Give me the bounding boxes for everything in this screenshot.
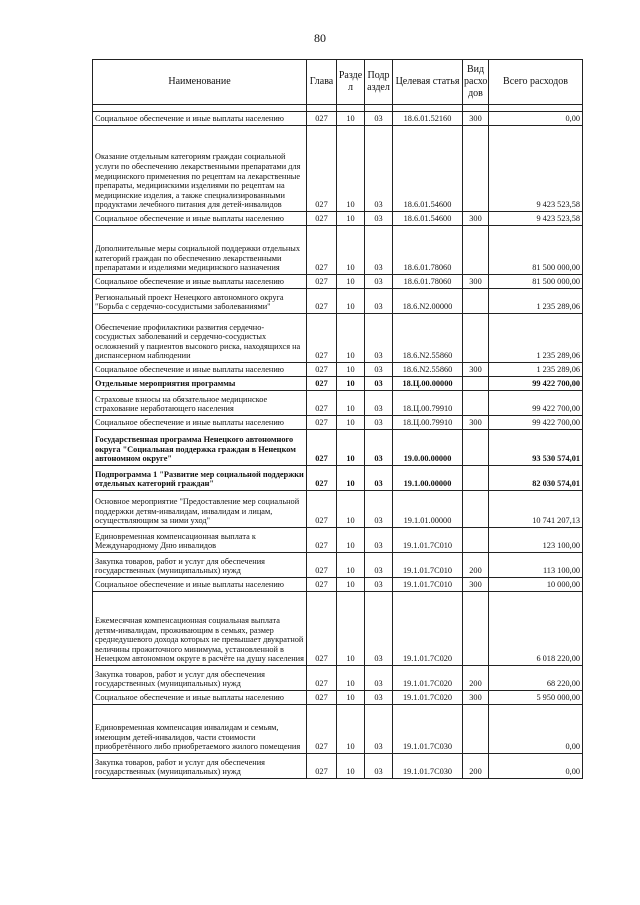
row-total: 68 220,00	[489, 666, 583, 691]
row-total: 9 423 523,58	[489, 126, 583, 212]
row-chapter: 027	[307, 666, 337, 691]
row-subsection: 03	[365, 691, 393, 705]
row-total: 1 235 289,06	[489, 363, 583, 377]
header-total: Всего расходов	[489, 60, 583, 105]
row-name: Ежемесячная компенсационная социальная выплата детям-инвалидам, проживающим в семьях, размер среднедушевого дохода которых не превышает двукратной величины прожиточного минимума, установленной в Ненецком автономном округе в расчёте на душу населения	[93, 592, 307, 666]
row-expense-type	[463, 226, 489, 275]
row-article: 19.1.00.00000	[393, 466, 463, 491]
row-expense-type	[463, 466, 489, 491]
row-name: Социальное обеспечение и иные выплаты населению	[93, 363, 307, 377]
table-row	[93, 377, 583, 391]
row-expense-type	[463, 314, 489, 363]
row-chapter: 027	[307, 377, 337, 391]
row-section: 10	[337, 391, 365, 416]
table-row	[93, 491, 583, 528]
row-chapter: 027	[307, 592, 337, 666]
row-article: 19.1.01.7C020	[393, 691, 463, 705]
row-chapter: 027	[307, 416, 337, 430]
row-name: Региональный проект Ненецкого автономного округа "Борьба с сердечно-сосудистыми заболеваниями"	[93, 289, 307, 314]
row-section: 10	[337, 377, 365, 391]
row-total: 0,00	[489, 754, 583, 779]
row-chapter: 027	[307, 553, 337, 578]
row-expense-type: 300	[463, 363, 489, 377]
row-expense-type	[463, 705, 489, 754]
row-chapter: 027	[307, 466, 337, 491]
row-expense-type: 300	[463, 112, 489, 126]
row-chapter: 027	[307, 314, 337, 363]
row-expense-type	[463, 126, 489, 212]
table-header-row	[93, 60, 583, 105]
row-name: Оказание отдельным категориям граждан социальной услуги по обеспечению лекарственными препаратами для медицинского применения по рецептам на лекарственные препараты, медицинскими изделиями по рецептам на медицинские изделия, а также специализированными продуктами лечебного питания для детей-инвалидов	[93, 126, 307, 212]
row-name: Обеспечение профилактики развития сердечно-сосудистых заболеваний и сердечно-сосудистых осложнений у пациентов высокого риска, находящихся на диспансерном наблюдении	[93, 314, 307, 363]
row-article: 19.0.00.00000	[393, 430, 463, 466]
row-section: 10	[337, 275, 365, 289]
header-spacer-row	[93, 105, 583, 112]
row-name: Государственная программа Ненецкого автономного округа "Социальная поддержка граждан в Ненецком автономном округе"	[93, 430, 307, 466]
row-total: 10 741 207,13	[489, 491, 583, 528]
row-total: 6 018 220,00	[489, 592, 583, 666]
row-chapter: 027	[307, 212, 337, 226]
table-row	[93, 592, 583, 666]
row-section: 10	[337, 289, 365, 314]
row-expense-type: 300	[463, 275, 489, 289]
row-article: 19.1.01.00000	[393, 491, 463, 528]
row-chapter: 027	[307, 528, 337, 553]
row-total: 5 950 000,00	[489, 691, 583, 705]
row-name: Дополнительные меры социальной поддержки отдельных категорий граждан по обеспечению лекарственными препаратами и изделиями медицинского назначения	[93, 226, 307, 275]
table-row	[93, 666, 583, 691]
row-total: 1 235 289,06	[489, 314, 583, 363]
row-article: 18.6.01.54600	[393, 212, 463, 226]
row-name: Подпрограмма 1 "Развитие мер социальной поддержки отдельных категорий граждан"	[93, 466, 307, 491]
row-total: 0,00	[489, 705, 583, 754]
row-article: 18.6.N2.00000	[393, 289, 463, 314]
row-total: 93 530 574,01	[489, 430, 583, 466]
row-total: 10 000,00	[489, 578, 583, 592]
table-row	[93, 314, 583, 363]
row-article: 18.6.N2.55860	[393, 363, 463, 377]
row-article: 19.1.01.7C010	[393, 578, 463, 592]
table-row	[93, 691, 583, 705]
row-name: Социальное обеспечение и иные выплаты населению	[93, 212, 307, 226]
row-name: Социальное обеспечение и иные выплаты населению	[93, 578, 307, 592]
row-section: 10	[337, 416, 365, 430]
row-chapter: 027	[307, 705, 337, 754]
row-subsection: 03	[365, 275, 393, 289]
row-section: 10	[337, 126, 365, 212]
row-name: Основное мероприятие "Предоставление мер социальной поддержки детям-инвалидам, инвалидам и лицам, осуществляющим за ними уход"	[93, 491, 307, 528]
budget-table	[92, 59, 583, 779]
row-subsection: 03	[365, 528, 393, 553]
row-chapter: 027	[307, 491, 337, 528]
row-article: 18.6.N2.55860	[393, 314, 463, 363]
row-section: 10	[337, 430, 365, 466]
row-expense-type	[463, 430, 489, 466]
table-row	[93, 578, 583, 592]
row-total: 9 423 523,58	[489, 212, 583, 226]
row-article: 18.6.01.54600	[393, 126, 463, 212]
row-subsection: 03	[365, 363, 393, 377]
row-subsection: 03	[365, 553, 393, 578]
row-name: Закупка товаров, работ и услуг для обеспечения государственных (муниципальных) нужд	[93, 666, 307, 691]
row-article: 19.1.01.7C020	[393, 666, 463, 691]
row-expense-type	[463, 528, 489, 553]
header-expense-type: Вид расхо дов	[463, 60, 489, 105]
row-subsection: 03	[365, 466, 393, 491]
table-row	[93, 553, 583, 578]
table-row	[93, 363, 583, 377]
row-expense-type	[463, 289, 489, 314]
row-subsection: 03	[365, 314, 393, 363]
table-row	[93, 126, 583, 212]
row-chapter: 027	[307, 112, 337, 126]
row-name: Единовременная компенсация инвалидам и семьям, имеющим детей-инвалидов, части стоимости приобретённого либо приобретаемого жилого помещения	[93, 705, 307, 754]
row-subsection: 03	[365, 112, 393, 126]
row-name: Страховые взносы на обязательное медицинское страхование неработающего населения	[93, 391, 307, 416]
row-article: 18.6.01.78060	[393, 226, 463, 275]
row-chapter: 027	[307, 289, 337, 314]
row-expense-type	[463, 391, 489, 416]
table-row	[93, 416, 583, 430]
row-name: Социальное обеспечение и иные выплаты населению	[93, 416, 307, 430]
row-expense-type: 300	[463, 691, 489, 705]
table-row	[93, 430, 583, 466]
page-number: 80	[314, 31, 326, 45]
row-chapter: 027	[307, 363, 337, 377]
row-expense-type: 300	[463, 416, 489, 430]
table-row	[93, 112, 583, 126]
row-expense-type: 300	[463, 578, 489, 592]
row-subsection: 03	[365, 226, 393, 275]
row-subsection: 03	[365, 430, 393, 466]
table-row	[93, 705, 583, 754]
row-total: 99 422 700,00	[489, 377, 583, 391]
row-name: Единовременная компенсационная выплата к Международному Дню инвалидов	[93, 528, 307, 553]
row-expense-type	[463, 377, 489, 391]
row-section: 10	[337, 592, 365, 666]
row-total: 113 100,00	[489, 553, 583, 578]
row-chapter: 027	[307, 691, 337, 705]
row-article: 18.Ц.00.79910	[393, 416, 463, 430]
row-section: 10	[337, 691, 365, 705]
row-name: Отдельные мероприятия программы	[93, 377, 307, 391]
row-section: 10	[337, 705, 365, 754]
row-total: 81 500 000,00	[489, 226, 583, 275]
row-total: 82 030 574,01	[489, 466, 583, 491]
row-total: 0,00	[489, 112, 583, 126]
table-row	[93, 289, 583, 314]
row-expense-type: 200	[463, 553, 489, 578]
row-expense-type: 200	[463, 754, 489, 779]
row-total: 123 100,00	[489, 528, 583, 553]
row-section: 10	[337, 578, 365, 592]
row-section: 10	[337, 212, 365, 226]
row-chapter: 027	[307, 754, 337, 779]
row-total: 99 422 700,00	[489, 416, 583, 430]
row-subsection: 03	[365, 592, 393, 666]
table-row	[93, 391, 583, 416]
table-row	[93, 275, 583, 289]
row-chapter: 027	[307, 391, 337, 416]
row-section: 10	[337, 528, 365, 553]
row-article: 19.1.01.7C030	[393, 754, 463, 779]
row-subsection: 03	[365, 705, 393, 754]
row-section: 10	[337, 666, 365, 691]
row-section: 10	[337, 112, 365, 126]
row-chapter: 027	[307, 578, 337, 592]
row-subsection: 03	[365, 416, 393, 430]
table-row	[93, 226, 583, 275]
table-row	[93, 754, 583, 779]
row-article: 18.6.01.52160	[393, 112, 463, 126]
row-section: 10	[337, 363, 365, 377]
row-section: 10	[337, 314, 365, 363]
row-total: 1 235 289,06	[489, 289, 583, 314]
table-row	[93, 212, 583, 226]
row-expense-type	[463, 592, 489, 666]
row-subsection: 03	[365, 666, 393, 691]
header-article: Целевая статья	[393, 60, 463, 105]
table-row	[93, 466, 583, 491]
row-name: Социальное обеспечение и иные выплаты населению	[93, 691, 307, 705]
table-body	[93, 112, 583, 779]
row-section: 10	[337, 553, 365, 578]
row-section: 10	[337, 226, 365, 275]
row-article: 18.6.01.78060	[393, 275, 463, 289]
row-name: Социальное обеспечение и иные выплаты населению	[93, 112, 307, 126]
row-article: 19.1.01.7C030	[393, 705, 463, 754]
row-subsection: 03	[365, 578, 393, 592]
row-article: 18.Ц.00.79910	[393, 391, 463, 416]
row-chapter: 027	[307, 226, 337, 275]
row-section: 10	[337, 466, 365, 491]
row-article: 18.Ц.00.00000	[393, 377, 463, 391]
header-subsection: Подр аздел	[365, 60, 393, 105]
row-total: 81 500 000,00	[489, 275, 583, 289]
row-article: 19.1.01.7C010	[393, 553, 463, 578]
table-row	[93, 528, 583, 553]
row-name: Закупка товаров, работ и услуг для обеспечения государственных (муниципальных) нужд	[93, 553, 307, 578]
row-article: 19.1.01.7C020	[393, 592, 463, 666]
row-subsection: 03	[365, 754, 393, 779]
row-article: 19.1.01.7C010	[393, 528, 463, 553]
row-subsection: 03	[365, 126, 393, 212]
row-subsection: 03	[365, 212, 393, 226]
row-expense-type	[463, 491, 489, 528]
row-subsection: 03	[365, 491, 393, 528]
row-chapter: 027	[307, 126, 337, 212]
row-expense-type: 200	[463, 666, 489, 691]
header-section: Разде л	[337, 60, 365, 105]
row-chapter: 027	[307, 275, 337, 289]
header-chapter: Глава	[307, 60, 337, 105]
row-name: Социальное обеспечение и иные выплаты населению	[93, 275, 307, 289]
row-subsection: 03	[365, 289, 393, 314]
row-subsection: 03	[365, 377, 393, 391]
row-section: 10	[337, 754, 365, 779]
header-name: Наименование	[93, 60, 307, 105]
row-total: 99 422 700,00	[489, 391, 583, 416]
row-name: Закупка товаров, работ и услуг для обеспечения государственных (муниципальных) нужд	[93, 754, 307, 779]
row-expense-type: 300	[463, 212, 489, 226]
row-chapter: 027	[307, 430, 337, 466]
row-section: 10	[337, 491, 365, 528]
row-subsection: 03	[365, 391, 393, 416]
